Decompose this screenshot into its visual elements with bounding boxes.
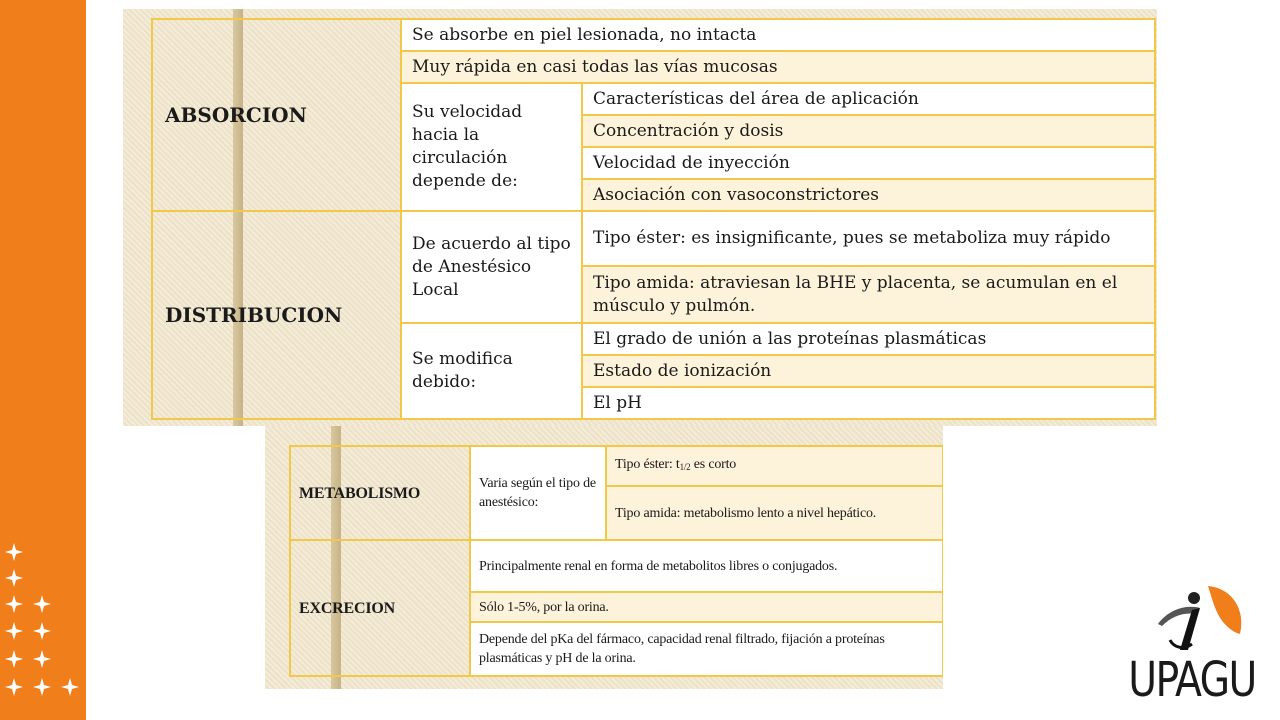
absorcion-factor: Velocidad de inyección: [582, 147, 1155, 179]
excrecion-row-1: Principalmente renal en forma de metabolitos libres o conjugados.: [470, 540, 943, 592]
distribucion-factor: El pH: [582, 387, 1155, 419]
absorcion-row-1: Se absorbe en piel lesionada, no intacta: [401, 19, 1155, 51]
absorcion-factor: Características del área de aplicación: [582, 83, 1155, 115]
distribucion-label: DISTRIBUCION: [152, 211, 401, 419]
upagu-logo-icon: [1112, 584, 1272, 654]
modifica-label: Se modifica debido:: [401, 323, 582, 419]
absorcion-factor: Asociación con vasoconstrictores: [582, 179, 1155, 211]
sparkle-icon: [0, 540, 86, 720]
varia-label: Varia según el tipo de anestésico:: [470, 446, 606, 540]
excrecion-row-3: Depende del pKa del fármaco, capacidad renal filtrado, fijación a proteínas plasmáticas y pH de la orina.: [470, 622, 943, 676]
distribucion-factor: El grado de unión a las proteínas plasmáticas: [582, 323, 1155, 355]
distribucion-factor: Estado de ionización: [582, 355, 1155, 387]
absorcion-row-2: Muy rápida en casi todas las vías mucosas: [401, 51, 1155, 83]
pharmacokinetics-table-top: [123, 9, 1157, 426]
metabolismo-label: METABOLISMO: [290, 446, 470, 540]
distribucion-amida: Tipo amida: atraviesan la BHE y placenta, se acumulan en el músculo y pulmón.: [582, 266, 1155, 323]
logo-text: UPAGU: [1128, 652, 1256, 708]
distribucion-ester: Tipo éster: es insignificante, pues se metaboliza muy rápido: [582, 211, 1155, 266]
metabolismo-ester: Tipo éster: $t_{1/2}$ es corto: [606, 446, 943, 486]
upagu-logo: [1112, 584, 1272, 714]
metabolismo-amida: Tipo amida: metabolismo lento a nivel hepático.: [606, 486, 943, 540]
velocidad-label: Su velocidad hacia la circulación depende de:: [401, 83, 582, 211]
tipo-label: De acuerdo al tipo de Anestésico Local: [401, 211, 582, 323]
absorcion-factor: Concentración y dosis: [582, 115, 1155, 147]
excrecion-row-2: Sólo 1-5%, por la orina.: [470, 592, 943, 622]
absorcion-label: ABSORCION: [152, 19, 401, 211]
excrecion-label: EXCRECION: [290, 540, 470, 676]
pharmacokinetics-table-bottom: [265, 426, 943, 689]
